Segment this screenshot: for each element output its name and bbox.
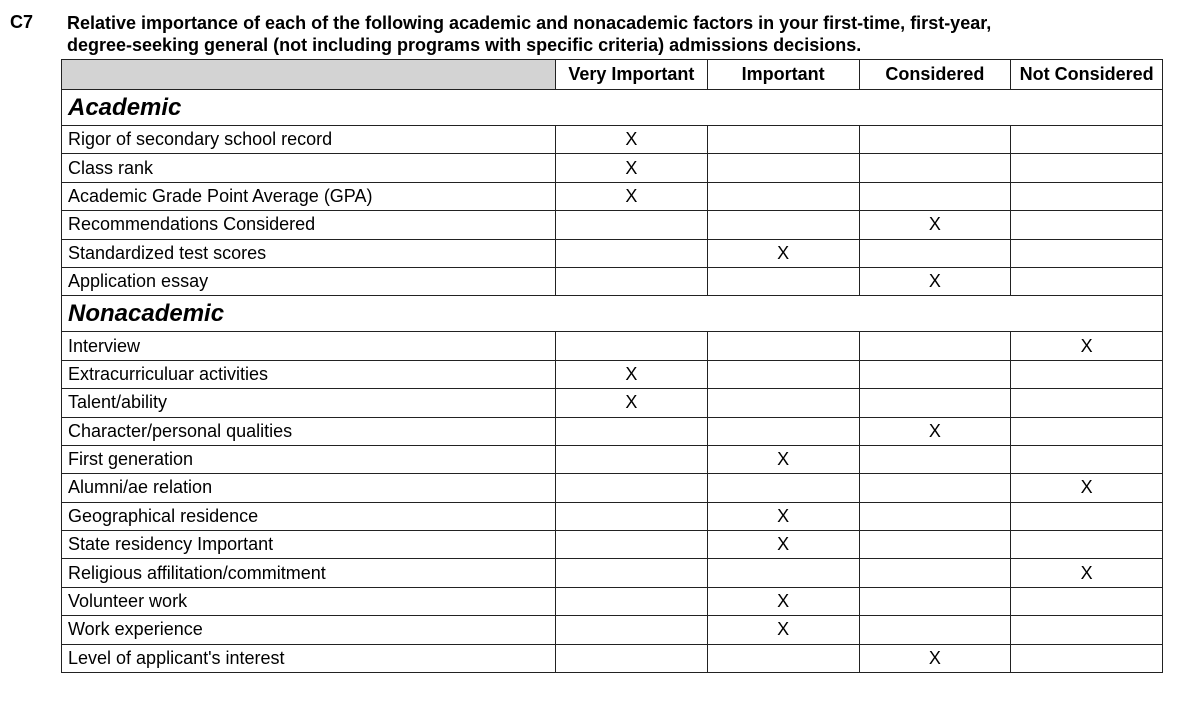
rating-empty-cell bbox=[859, 360, 1011, 388]
factor-label: Interview bbox=[62, 332, 556, 360]
factor-label: Character/personal qualities bbox=[62, 417, 556, 445]
rating-empty-cell bbox=[1011, 182, 1163, 210]
table-row bbox=[62, 616, 1163, 644]
rating-empty-cell bbox=[859, 239, 1011, 267]
factor-label: First generation bbox=[62, 445, 556, 473]
header-blank-cell bbox=[62, 60, 556, 90]
table-row bbox=[62, 474, 1163, 502]
table-row bbox=[62, 332, 1163, 360]
rating-mark: X bbox=[556, 126, 708, 154]
factor-label: Work experience bbox=[62, 616, 556, 644]
question-number: C7 bbox=[10, 12, 34, 32]
admissions-factors-table bbox=[61, 59, 1163, 673]
rating-empty-cell bbox=[707, 332, 859, 360]
rating-empty-cell bbox=[556, 531, 708, 559]
rating-empty-cell bbox=[556, 502, 708, 530]
rating-empty-cell bbox=[556, 616, 708, 644]
rating-empty-cell bbox=[1011, 267, 1163, 295]
rating-empty-cell bbox=[707, 644, 859, 672]
rating-empty-cell bbox=[707, 559, 859, 587]
rating-mark: X bbox=[859, 267, 1011, 295]
rating-mark: X bbox=[1011, 559, 1163, 587]
rating-empty-cell bbox=[1011, 502, 1163, 530]
factor-label: State residency Important bbox=[62, 531, 556, 559]
rating-empty-cell bbox=[1011, 239, 1163, 267]
rating-mark: X bbox=[707, 616, 859, 644]
rating-empty-cell bbox=[859, 502, 1011, 530]
rating-empty-cell bbox=[1011, 126, 1163, 154]
rating-mark: X bbox=[707, 531, 859, 559]
table-row bbox=[62, 587, 1163, 615]
rating-empty-cell bbox=[859, 587, 1011, 615]
rating-empty-cell bbox=[556, 332, 708, 360]
rating-mark: X bbox=[556, 389, 708, 417]
factor-label: Recommendations Considered bbox=[62, 211, 556, 239]
rating-mark: X bbox=[556, 360, 708, 388]
table-row bbox=[62, 445, 1163, 473]
factor-label: Religious affilitation/commitment bbox=[62, 559, 556, 587]
rating-empty-cell bbox=[1011, 360, 1163, 388]
rating-mark: X bbox=[859, 211, 1011, 239]
rating-empty-cell bbox=[556, 211, 708, 239]
table-row bbox=[62, 211, 1163, 239]
column-header-considered: Considered bbox=[859, 60, 1011, 90]
rating-empty-cell bbox=[859, 445, 1011, 473]
rating-empty-cell bbox=[556, 239, 708, 267]
factor-label: Volunteer work bbox=[62, 587, 556, 615]
rating-empty-cell bbox=[1011, 587, 1163, 615]
rating-mark: X bbox=[707, 239, 859, 267]
table-row bbox=[62, 239, 1163, 267]
rating-mark: X bbox=[707, 502, 859, 530]
table-row bbox=[62, 502, 1163, 530]
factor-label: Class rank bbox=[62, 154, 556, 182]
rating-empty-cell bbox=[707, 126, 859, 154]
question-text bbox=[67, 12, 1167, 56]
rating-empty-cell bbox=[556, 587, 708, 615]
factor-label: Level of applicant's interest bbox=[62, 644, 556, 672]
factor-label: Academic Grade Point Average (GPA) bbox=[62, 182, 556, 210]
question-text-line-1: Relative importance of each of the following academic and nonacademic factors in your first-time, first-year, bbox=[67, 13, 992, 33]
rating-empty-cell bbox=[1011, 616, 1163, 644]
rating-empty-cell bbox=[859, 332, 1011, 360]
table-row bbox=[62, 644, 1163, 672]
table-row bbox=[62, 267, 1163, 295]
rating-empty-cell bbox=[707, 474, 859, 502]
rating-empty-cell bbox=[556, 267, 708, 295]
rating-mark: X bbox=[1011, 332, 1163, 360]
header-row bbox=[62, 60, 1163, 90]
rating-empty-cell bbox=[1011, 389, 1163, 417]
table-row bbox=[62, 360, 1163, 388]
rating-empty-cell bbox=[1011, 154, 1163, 182]
rating-empty-cell bbox=[859, 559, 1011, 587]
rating-mark: X bbox=[707, 445, 859, 473]
table-row bbox=[62, 126, 1163, 154]
table-row bbox=[62, 531, 1163, 559]
question-text-line-2: degree-seeking general (not including programs with specific criteria) admissions decisions. bbox=[67, 35, 862, 55]
factor-label: Talent/ability bbox=[62, 389, 556, 417]
table-row bbox=[62, 154, 1163, 182]
rating-empty-cell bbox=[859, 616, 1011, 644]
factor-label: Application essay bbox=[62, 267, 556, 295]
rating-empty-cell bbox=[1011, 211, 1163, 239]
rating-empty-cell bbox=[707, 154, 859, 182]
rating-empty-cell bbox=[707, 389, 859, 417]
rating-mark: X bbox=[1011, 474, 1163, 502]
section-title: Academic bbox=[62, 90, 1163, 126]
rating-empty-cell bbox=[556, 474, 708, 502]
rating-empty-cell bbox=[1011, 445, 1163, 473]
rating-empty-cell bbox=[859, 126, 1011, 154]
table-row bbox=[62, 182, 1163, 210]
column-header-not-considered: Not Considered bbox=[1011, 60, 1163, 90]
rating-empty-cell bbox=[1011, 531, 1163, 559]
table-row bbox=[62, 559, 1163, 587]
rating-empty-cell bbox=[707, 267, 859, 295]
rating-empty-cell bbox=[859, 531, 1011, 559]
rating-empty-cell bbox=[859, 474, 1011, 502]
rating-empty-cell bbox=[556, 644, 708, 672]
rating-mark: X bbox=[859, 644, 1011, 672]
rating-empty-cell bbox=[859, 154, 1011, 182]
section-row bbox=[62, 90, 1163, 126]
rating-empty-cell bbox=[556, 445, 708, 473]
column-header-important: Important bbox=[707, 60, 859, 90]
factor-label: Geographical residence bbox=[62, 502, 556, 530]
table-row bbox=[62, 389, 1163, 417]
factor-label: Standardized test scores bbox=[62, 239, 556, 267]
section-row bbox=[62, 296, 1163, 332]
rating-mark: X bbox=[556, 154, 708, 182]
rating-empty-cell bbox=[556, 559, 708, 587]
rating-empty-cell bbox=[1011, 417, 1163, 445]
rating-empty-cell bbox=[859, 182, 1011, 210]
rating-empty-cell bbox=[707, 417, 859, 445]
rating-mark: X bbox=[556, 182, 708, 210]
factor-label: Alumni/ae relation bbox=[62, 474, 556, 502]
column-header-very-important: Very Important bbox=[556, 60, 708, 90]
rating-mark: X bbox=[859, 417, 1011, 445]
rating-empty-cell bbox=[707, 182, 859, 210]
rating-mark: X bbox=[707, 587, 859, 615]
rating-empty-cell bbox=[1011, 644, 1163, 672]
section-title: Nonacademic bbox=[62, 296, 1163, 332]
rating-empty-cell bbox=[707, 211, 859, 239]
rating-empty-cell bbox=[707, 360, 859, 388]
factor-label: Rigor of secondary school record bbox=[62, 126, 556, 154]
table-body bbox=[62, 90, 1163, 673]
factor-label: Extracurriculuar activities bbox=[62, 360, 556, 388]
table-row bbox=[62, 417, 1163, 445]
rating-empty-cell bbox=[859, 389, 1011, 417]
rating-empty-cell bbox=[556, 417, 708, 445]
